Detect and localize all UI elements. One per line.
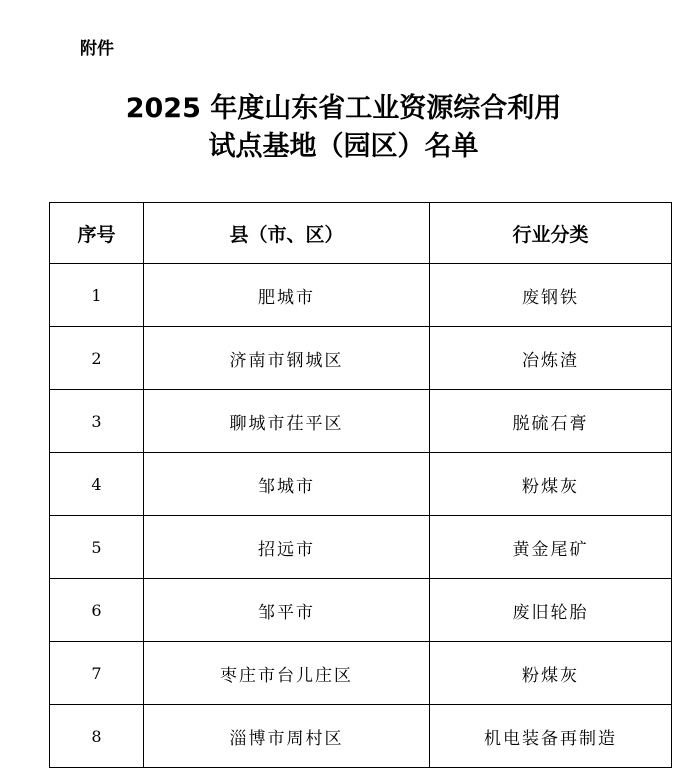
cell-serial-number: 8: [50, 705, 144, 768]
table-row: [50, 390, 672, 453]
header-serial-number: 序号: [50, 203, 144, 264]
cell-serial-number: 1: [50, 264, 144, 327]
cell-industry: 粉煤灰: [430, 453, 672, 516]
cell-county: 肥城市: [144, 264, 430, 327]
cell-industry: 黄金尾矿: [430, 516, 672, 579]
table-row: [50, 642, 672, 705]
cell-county: 淄博市周村区: [144, 705, 430, 768]
cell-county: 邹城市: [144, 453, 430, 516]
table-row: [50, 327, 672, 390]
header-industry: 行业分类: [430, 203, 672, 264]
cell-county: 招远市: [144, 516, 430, 579]
attachment-label: 附件: [80, 39, 114, 59]
document-title-line-1: 2025 年度山东省工业资源综合利用: [125, 93, 562, 124]
table-row: [50, 264, 672, 327]
cell-county: 枣庄市台儿庄区: [144, 642, 430, 705]
cell-serial-number: 6: [50, 579, 144, 642]
pilot-base-table: [49, 202, 672, 768]
cell-industry: 机电装备再制造: [430, 705, 672, 768]
table-row: [50, 579, 672, 642]
header-county: 县（市、区）: [144, 203, 430, 264]
cell-industry: 废旧轮胎: [430, 579, 672, 642]
cell-county: 聊城市茌平区: [144, 390, 430, 453]
cell-serial-number: 2: [50, 327, 144, 390]
cell-industry: 脱硫石膏: [430, 390, 672, 453]
document-title-line-2: 试点基地（园区）名单: [208, 131, 479, 162]
cell-industry: 粉煤灰: [430, 642, 672, 705]
cell-serial-number: 7: [50, 642, 144, 705]
table-header-row: [50, 203, 672, 264]
cell-serial-number: 5: [50, 516, 144, 579]
table-row: [50, 705, 672, 768]
cell-serial-number: 3: [50, 390, 144, 453]
cell-industry: 废钢铁: [430, 264, 672, 327]
cell-serial-number: 4: [50, 453, 144, 516]
cell-county: 邹平市: [144, 579, 430, 642]
cell-county: 济南市钢城区: [144, 327, 430, 390]
table-row: [50, 516, 672, 579]
table-row: [50, 453, 672, 516]
cell-industry: 冶炼渣: [430, 327, 672, 390]
